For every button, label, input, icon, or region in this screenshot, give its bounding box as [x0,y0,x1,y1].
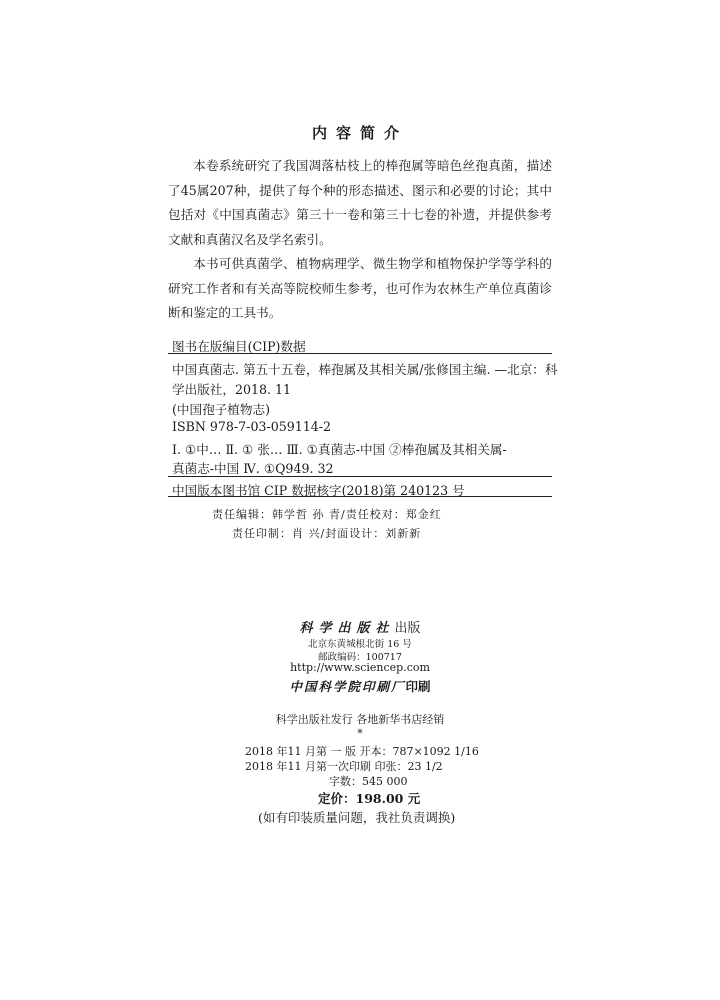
publisher-name [0,617,720,636]
publisher-suffix: 出版 [394,621,421,636]
editor-line-1: 责任编辑：韩学哲 孙 青/责任校对：郑金红 [212,508,442,521]
cip-line-4: ISBN 978-7-03-059114-2 [172,419,332,434]
imprint-price: 定价：198.00 元 [318,791,421,806]
printer-line [0,677,720,695]
cip-line-6: 真菌志-中国 Ⅳ. ①Q949. 32 [172,461,334,476]
printer-name: 中国科学院印刷厂 [289,679,406,694]
editor-line-2: 责任印制：肖 兴/封面设计：刘新新 [232,527,422,540]
cip-line-2: 学出版社，2018. 11 [172,382,292,397]
publisher-name-text: 科学出版社 [299,621,395,636]
publisher-postcode: 邮政编码：100717 [318,652,402,663]
printer-suffix: 印刷 [405,679,431,694]
imprint-printing: 2018 年11 月第一次印刷 印张：23 1/2 [245,760,443,773]
distribution-line: 科学出版社发行 各地新华书店经销 [275,713,445,726]
distribution-star: * [357,727,363,740]
summary-title: 内容简介 [311,124,408,142]
summary-paragraph-1: 本卷系统研究了我国凋落枯枝上的棒孢属等暗色丝孢真菌，描述了45属207种，提供了每个种的形态描述、图示和必要的讨论；其中包括对《中国真菌志》第三十一卷和第三十七卷的补遗，并提供参考文献和真菌汉名及学名索引。 [168,158,552,247]
imprint-words: 字数：545 000 [329,775,408,788]
cip-line-5: Ⅰ. ①中… Ⅱ. ① 张… Ⅲ. ①真菌志-中国 ②棒孢属及其相关属- [172,442,507,457]
cip-line-1: 中国真菌志. 第五十五卷，棒孢属及其相关属/张修国主编. —北京：科 [172,362,558,377]
summary-paragraph-2: 本书可供真菌学、植物病理学、微生物学和植物保护学等学科的研究工作者和有关高等院校师生参考，也可作为农林生产单位真菌诊断和鉴定的工具书。 [168,256,552,320]
cip-footer: 中国版本图书馆 CIP 数据核字(2018)第 240123 号 [172,483,465,498]
cip-middle-rule [168,476,552,477]
imprint-edition: 2018 年11 月第 一 版 开本：787×1092 1/16 [245,745,479,758]
cip-heading: 图书在版编目(CIP)数据 [172,339,306,354]
cip-bottom-rule [168,496,552,497]
summary-text [168,154,552,326]
publisher-address: 北京东黄城根北街 16 号 [308,639,412,650]
cip-top-rule [168,353,552,354]
publisher-url: http://www.sciencep.com [290,661,430,674]
imprint-note: (如有印装质量问题，我社负责调换) [258,810,456,825]
cip-line-3: (中国孢子植物志) [172,402,270,417]
